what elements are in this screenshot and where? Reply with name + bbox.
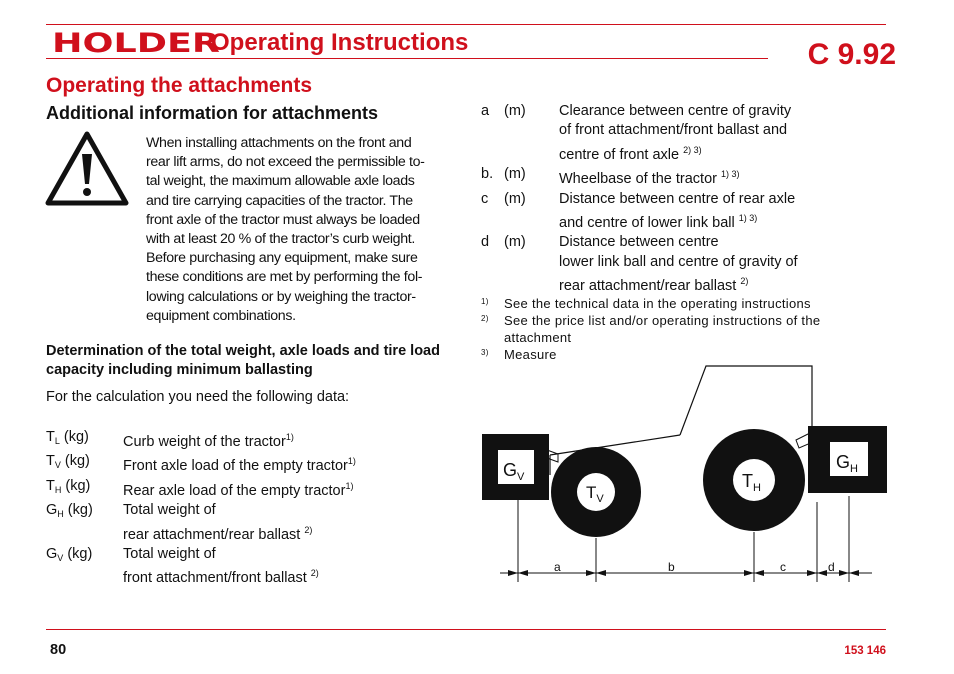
- front-ballast-label: $G_V$: [503, 460, 525, 483]
- calc-heading: Determination of the total weight, axle loads and tire load capacity including minimum ballasting: [46, 343, 440, 378]
- dim-label-a: a: [554, 560, 561, 574]
- warning-line: and tire carrying capacities of the tractor. The: [146, 192, 413, 209]
- footnote-row: [481, 295, 844, 312]
- header-rule-bottom: [46, 58, 768, 59]
- footnote-ref: 2) 3): [683, 144, 702, 155]
- variable-desc-line: Total weight of: [123, 502, 216, 519]
- footnote-mark: 1): [481, 297, 489, 306]
- variable-symbol: $G_V$ (kg): [46, 546, 93, 564]
- header-title: Operating Instructions: [211, 29, 469, 56]
- dimension-desc: [559, 190, 829, 234]
- variable-row: [46, 452, 423, 476]
- rear-wheel-label: $T_H$: [742, 471, 761, 494]
- dimension-key: c: [481, 190, 489, 207]
- warning-line: equipment combinations.: [146, 307, 296, 324]
- footnote-mark: 3): [481, 348, 489, 357]
- variable-subscript: H: [57, 509, 64, 520]
- doc-number: 153 146: [844, 645, 886, 657]
- variable-subscript: L: [54, 436, 60, 446]
- dimension-key: d: [481, 234, 490, 251]
- dim-label-c: c: [780, 560, 786, 574]
- footnote-ref: 1) 3): [721, 169, 740, 180]
- header-brand: [52, 28, 468, 58]
- dimension-desc: [559, 165, 829, 189]
- variable-desc-line: Total weight of: [123, 546, 216, 563]
- dimension-unit: (m): [504, 103, 526, 119]
- front-wheel-label: $T_V$: [586, 483, 604, 505]
- variable-desc-line: rear attachment/rear ballast $^{2)}$: [123, 524, 313, 543]
- dimension-row: [481, 190, 829, 234]
- footnote-row: [481, 312, 844, 346]
- footnote-text: Measure: [504, 347, 557, 362]
- dimension-desc-line: lower link ball and centre of gravity of: [559, 253, 798, 270]
- dimension-unit: (m): [504, 166, 526, 183]
- warning-line: with at least 20 % of the tractor’s curb weight.: [146, 231, 415, 248]
- dim-label-b: b: [668, 560, 675, 574]
- variable-symbol: $T_V$ (kg): [46, 453, 90, 471]
- footnotes-list: [481, 295, 844, 363]
- dimension-desc: [559, 102, 829, 165]
- subsection-title: Additional information for attachments: [46, 103, 379, 123]
- footnote-ref: 2): [304, 524, 313, 535]
- dimension-unit: (m): [504, 190, 526, 207]
- variable-desc-line: front attachment/front ballast $^{2)}$: [123, 568, 319, 587]
- warning-triangle-icon: [44, 130, 130, 208]
- header-rule-top: [46, 24, 886, 25]
- footnote-ref: 1) 3): [738, 213, 758, 224]
- warning-line: these conditions are met by performing the fol-: [146, 269, 423, 286]
- footer-rule: [46, 629, 886, 630]
- dimension-desc-line: and centre of lower link ball $^{1) 3)}$: [559, 213, 758, 232]
- variable-subscript: V: [57, 553, 64, 564]
- variable-desc: [123, 545, 423, 589]
- dimension-row: [481, 102, 829, 165]
- variable-row: [46, 428, 423, 452]
- dimension-desc-line: Clearance between centre of gravity: [559, 103, 792, 119]
- tractor-cab-outline: [680, 366, 812, 435]
- dimension-unit: (m): [504, 234, 526, 251]
- variable-row: [46, 477, 423, 501]
- variables-list: [46, 428, 423, 589]
- warning-line: front axle of the tractor must always be loaded: [146, 211, 420, 228]
- warning-line: lowing calculations or by weighing the tractor-: [146, 288, 416, 305]
- warning-line: Before purchasing any equipment, make sure: [146, 250, 418, 267]
- variable-row: [46, 501, 423, 545]
- dimension-desc-line: Distance between centre: [559, 234, 719, 251]
- variable-symbol: $G_H$ (kg): [46, 502, 93, 520]
- variable-subscript: H: [54, 484, 62, 495]
- dimension-desc-line: of front attachment/front ballast and: [559, 122, 788, 139]
- dim-label-d: d: [828, 560, 835, 574]
- variable-symbol: $T_H$ (kg): [46, 477, 91, 495]
- dimension-row: [481, 165, 829, 189]
- variable-symbol: $T_L$ (kg): [46, 429, 89, 446]
- page-code: C 9.92: [807, 38, 896, 71]
- footnote-text: See the price list and/or operating instructions of the attachment: [504, 313, 821, 345]
- variable-row: [46, 545, 423, 589]
- rear-ballast-label: $G_H$: [836, 452, 858, 475]
- dimension-desc-line: Distance between centre of rear axle: [559, 190, 796, 207]
- variable-subscript: V: [54, 460, 61, 471]
- dimension-desc-line: centre of front axle $^{2) 3)}$: [559, 144, 702, 163]
- page-number: 80: [50, 642, 67, 658]
- footnote-ref: 1): [285, 432, 294, 442]
- variable-desc: [123, 501, 423, 545]
- warning-line: When installing attachments on the front and: [146, 135, 412, 151]
- dimensions-list: [481, 102, 829, 297]
- footnote-mark: 2): [481, 314, 489, 323]
- holder-logo: HOLDER: [52, 27, 220, 59]
- tractor-diagram: [470, 360, 890, 590]
- dimension-key: b.: [481, 166, 494, 183]
- calc-intro: For the calculation you need the following data:: [46, 389, 350, 405]
- variable-desc: Front axle load of the empty tractor$^{1)}$: [123, 456, 356, 475]
- section-title: Operating the attachments: [46, 74, 313, 97]
- footnote-ref: 2): [310, 568, 319, 579]
- dimension-key: a: [481, 103, 490, 119]
- dimension-row: [481, 233, 829, 296]
- dimension-desc-line: rear attachment/rear ballast $^{2)}$: [559, 276, 749, 295]
- variable-desc: Curb weight of the tractor$^{1)}$: [123, 432, 294, 450]
- warning-line: rear lift arms, do not exceed the permissible to-: [146, 154, 425, 171]
- footnote-text: See the technical data in the operating instructions: [504, 296, 811, 311]
- variable-desc: Rear axle load of the empty tractor$^{1)}$: [123, 480, 354, 499]
- dimension-desc: [559, 233, 829, 296]
- footnote-ref: 1): [345, 480, 354, 491]
- footnote-ref: 2): [740, 276, 749, 287]
- footnote-ref: 1): [347, 456, 356, 467]
- warning-text: [146, 134, 452, 326]
- warning-line: tal weight, the maximum allowable axle loads: [146, 173, 415, 190]
- dimension-desc-line: Wheelbase of the tractor $^{1) 3)}$: [559, 169, 740, 188]
